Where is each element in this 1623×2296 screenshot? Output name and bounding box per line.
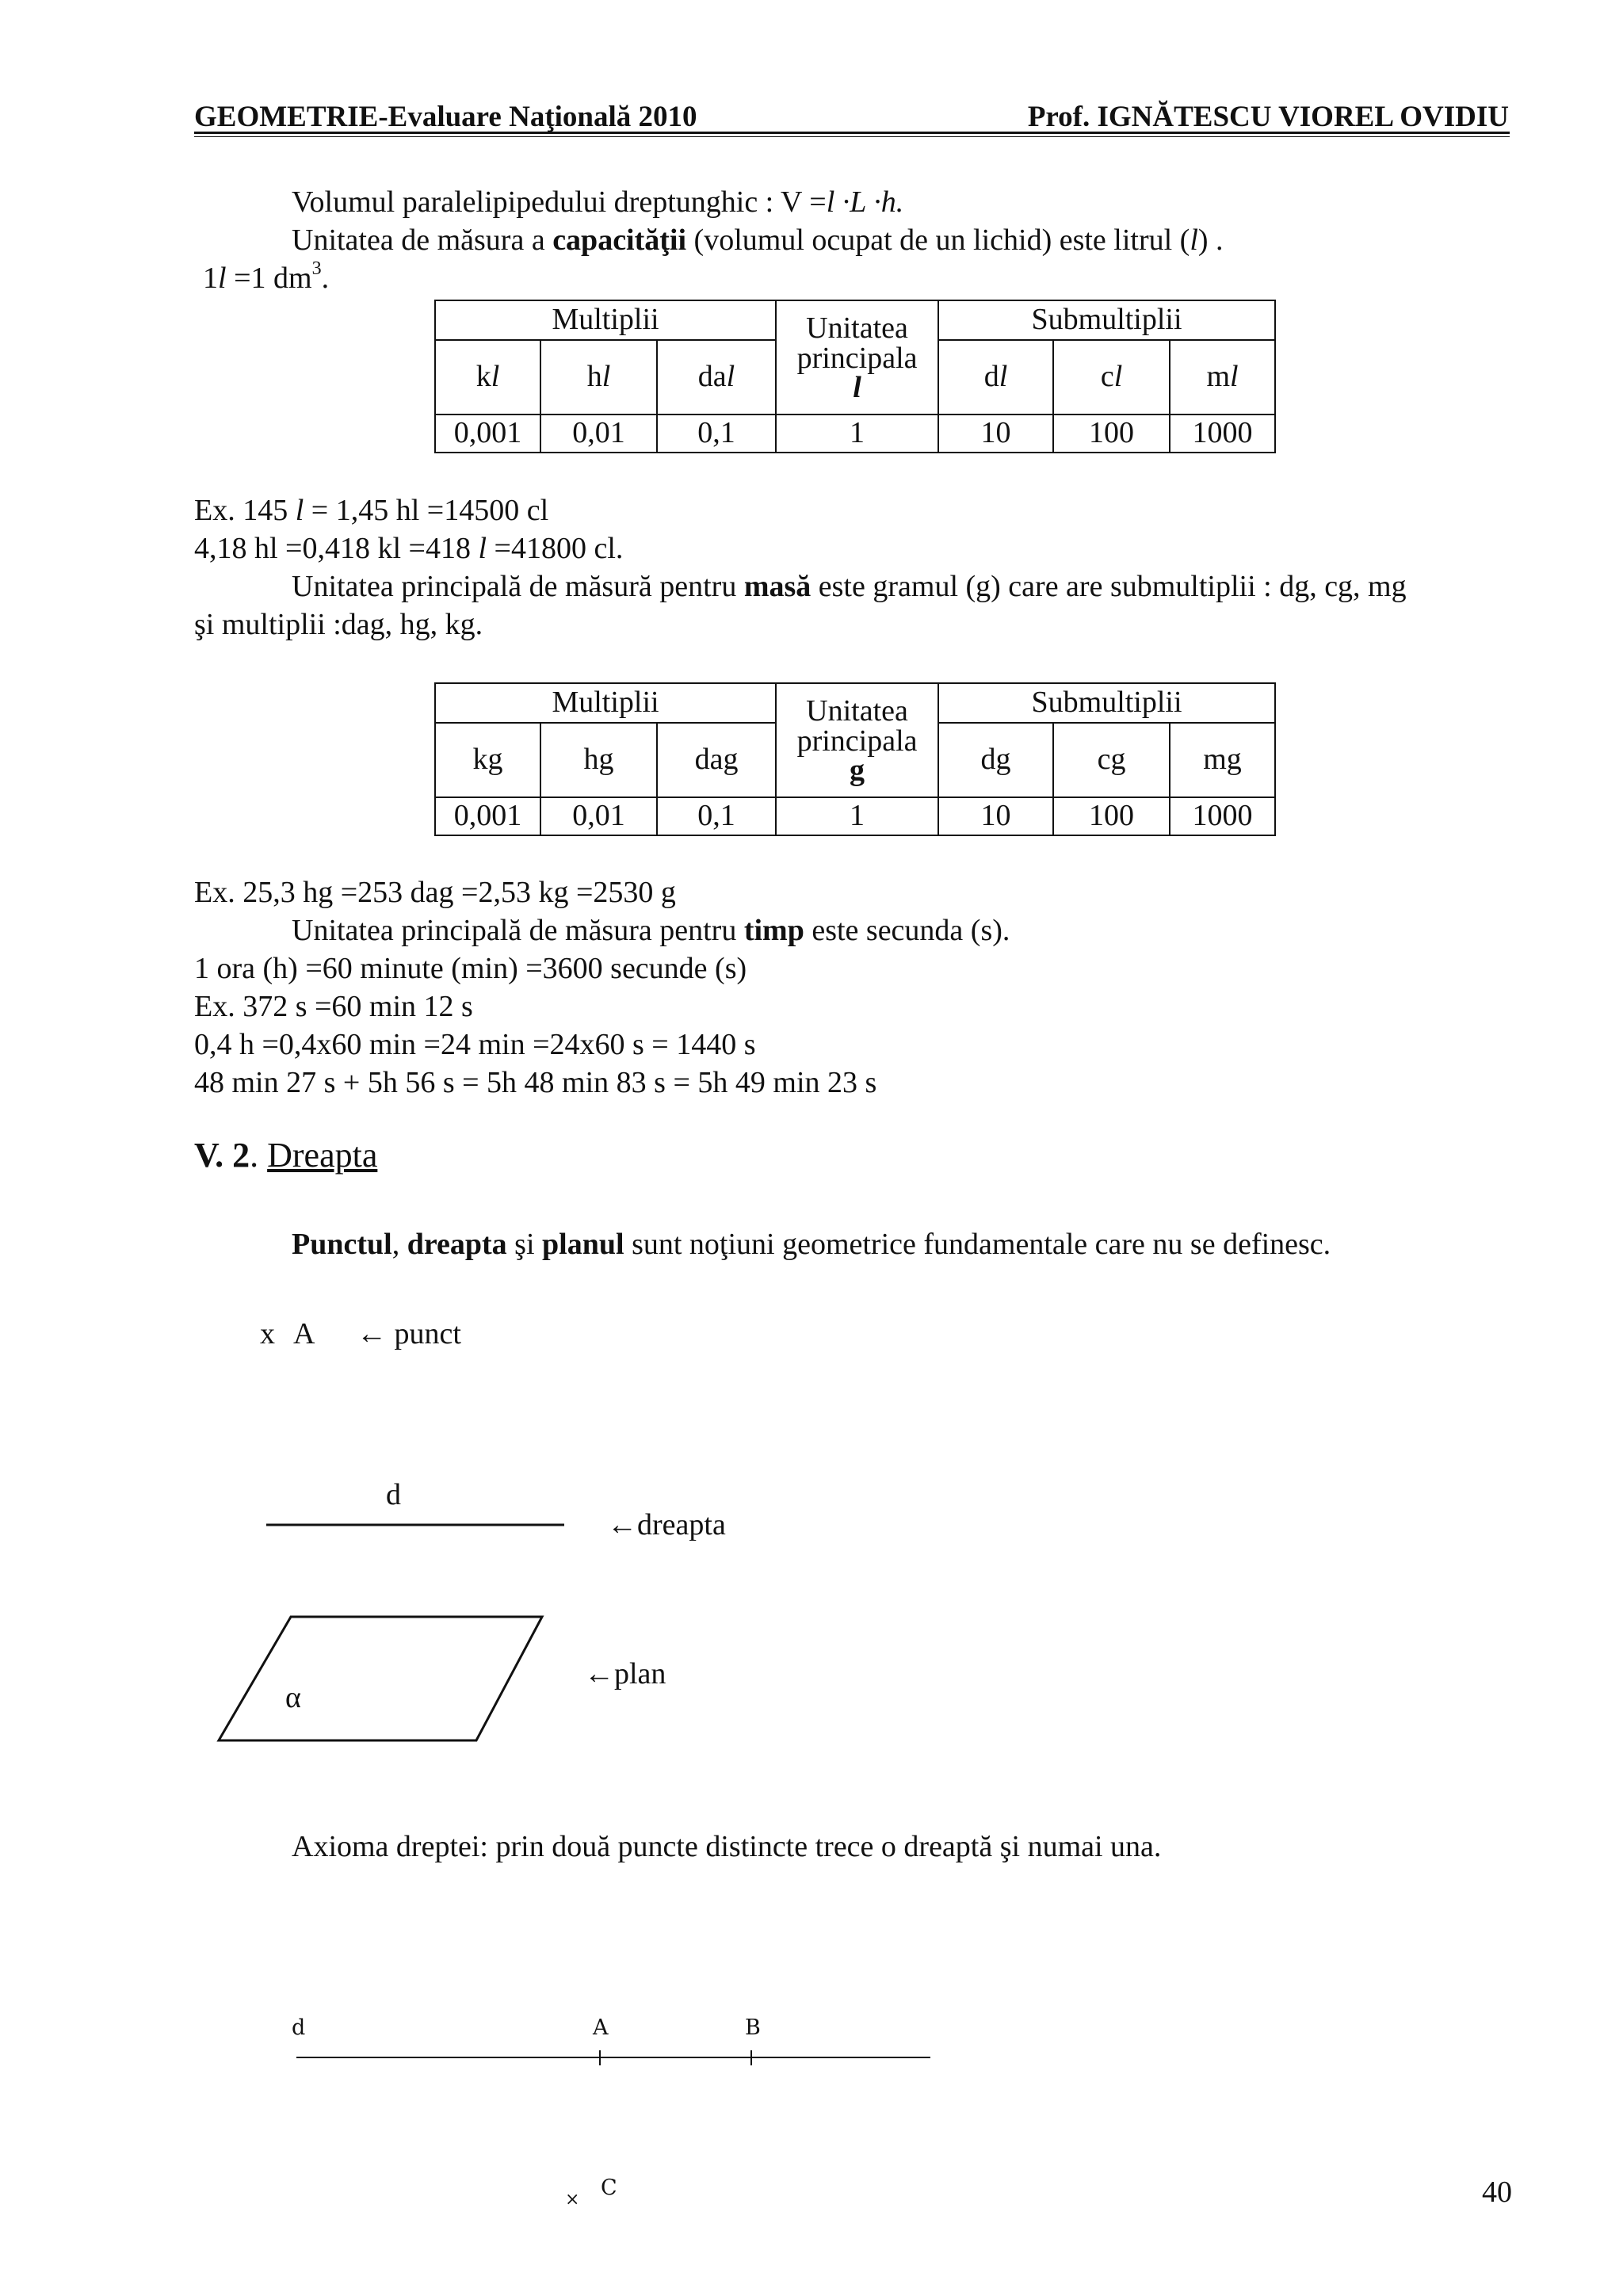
line-name: d: [386, 1478, 401, 1511]
value-cell: 0,1: [657, 797, 776, 835]
principal-unit-symbol: g: [850, 753, 865, 787]
value-cell: 0,1: [657, 415, 776, 453]
capacity-example-1: Ex. 145 l = 1,45 hl =14500 cl: [194, 494, 549, 527]
submultiples-header: Submultiplii: [938, 683, 1275, 723]
capacity-example-2: 4,18 hl =0,418 kl =418 l =41800 cl.: [194, 532, 624, 565]
section-title: V. 2. Dreapta: [194, 1136, 378, 1175]
time-definition: 1 ora (h) =60 minute (min) =3600 secunde (s): [194, 952, 747, 985]
submultiples-header: Submultiplii: [938, 300, 1275, 340]
mass-line-2: şi multiplii :dag, hg, kg.: [194, 608, 483, 641]
unit-cell: dal: [657, 340, 776, 415]
section-name: Dreapta: [267, 1136, 378, 1175]
unit-cell: mg: [1170, 723, 1275, 797]
value-cell: 10: [938, 797, 1053, 835]
line-axiom: Axioma dreptei: prin două puncte distincte trece o dreaptă şi numai una.: [292, 1830, 1162, 1863]
principal-unit-header: Unitatea principala g: [776, 683, 938, 797]
header-author: Prof. IGNĂTESCU VIOREL OVIDIU: [1027, 101, 1509, 133]
unit-cell: cl: [1053, 340, 1170, 415]
value-cell: 10: [938, 415, 1053, 453]
volume-formula-line: Volumul paralelipipedului dreptunghic : V =l ·L ·h.: [292, 185, 904, 219]
mass-example: Ex. 25,3 hg =253 dag =2,53 kg =2530 g: [194, 876, 676, 909]
axiom-point-c: C: [601, 2176, 617, 2200]
multiples-header: Multiplii: [435, 683, 776, 723]
unit-cell: dag: [657, 723, 776, 797]
plane-name: α: [285, 1681, 301, 1714]
value-cell: 1: [776, 797, 938, 835]
unit-cell: dg: [938, 723, 1053, 797]
value-cell: 100: [1053, 415, 1170, 453]
value-cell: 1: [776, 415, 938, 453]
point-label: ← punct: [357, 1317, 461, 1350]
principal-unit-header: Unitatea principala l: [776, 300, 938, 415]
fundamental-notions: Punctul, dreapta şi planul sunt noţiuni geometrice fundamentale care nu se definesc.: [292, 1228, 1331, 1261]
unit-cell: cg: [1053, 723, 1170, 797]
point-mark: x: [260, 1317, 275, 1350]
value-cell: 0,001: [435, 415, 540, 453]
axiom-point-c-mark: ×: [565, 2190, 580, 2210]
value-cell: 1000: [1170, 797, 1275, 835]
point-name: A: [293, 1317, 315, 1350]
volume-formula: l ·L ·h.: [826, 185, 904, 219]
value-cell: 1000: [1170, 415, 1275, 453]
value-cell: 0,01: [540, 415, 657, 453]
principal-unit-symbol: l: [853, 370, 861, 404]
time-example-2: 0,4 h =0,4x60 min =24 min =24x60 s = 1440 s: [194, 1028, 756, 1061]
unit-cell: dl: [938, 340, 1053, 415]
value-cell: 100: [1053, 797, 1170, 835]
value-cell: 0,01: [540, 797, 657, 835]
plane-label: ←plan: [584, 1657, 666, 1690]
axiom-point-b: B: [745, 2015, 761, 2040]
liter-definition: 1l =1 $dm^3$.: [203, 258, 330, 295]
capacity-line: Unitatea de măsura a capacităţii (volumul ocupat de un lichid) este litrul (l) .: [292, 223, 1224, 257]
time-example-1: Ex. 372 s =60 min 12 s: [194, 990, 473, 1023]
page-number: 40: [1482, 2176, 1512, 2209]
mass-line-1: Unitatea principală de măsură pentru masă este gramul (g) care are submultiplii : dg, cg, mg: [292, 570, 1407, 603]
unit-cell: kl: [435, 340, 540, 415]
unit-cell: hg: [540, 723, 657, 797]
time-example-3: 48 min 27 s + 5h 56 s = 5h 48 min 83 s = 5h 49 min 23 s: [194, 1066, 877, 1099]
unit-cell: hl: [540, 340, 657, 415]
value-cell: 0,001: [435, 797, 540, 835]
header-title: GEOMETRIE-Evaluare Naţională 2010: [194, 101, 697, 133]
line-label: ←dreapta: [607, 1508, 726, 1541]
axiom-point-a: A: [593, 2015, 609, 2040]
time-line-1: Unitatea principală de măsura pentru timp este secunda (s).: [292, 914, 1010, 947]
plane-parallelogram: [219, 1617, 542, 1740]
axiom-line-name: d: [292, 2015, 306, 2040]
multiples-header: Multiplii: [435, 300, 776, 340]
unit-cell: kg: [435, 723, 540, 797]
unit-cell: ml: [1170, 340, 1275, 415]
